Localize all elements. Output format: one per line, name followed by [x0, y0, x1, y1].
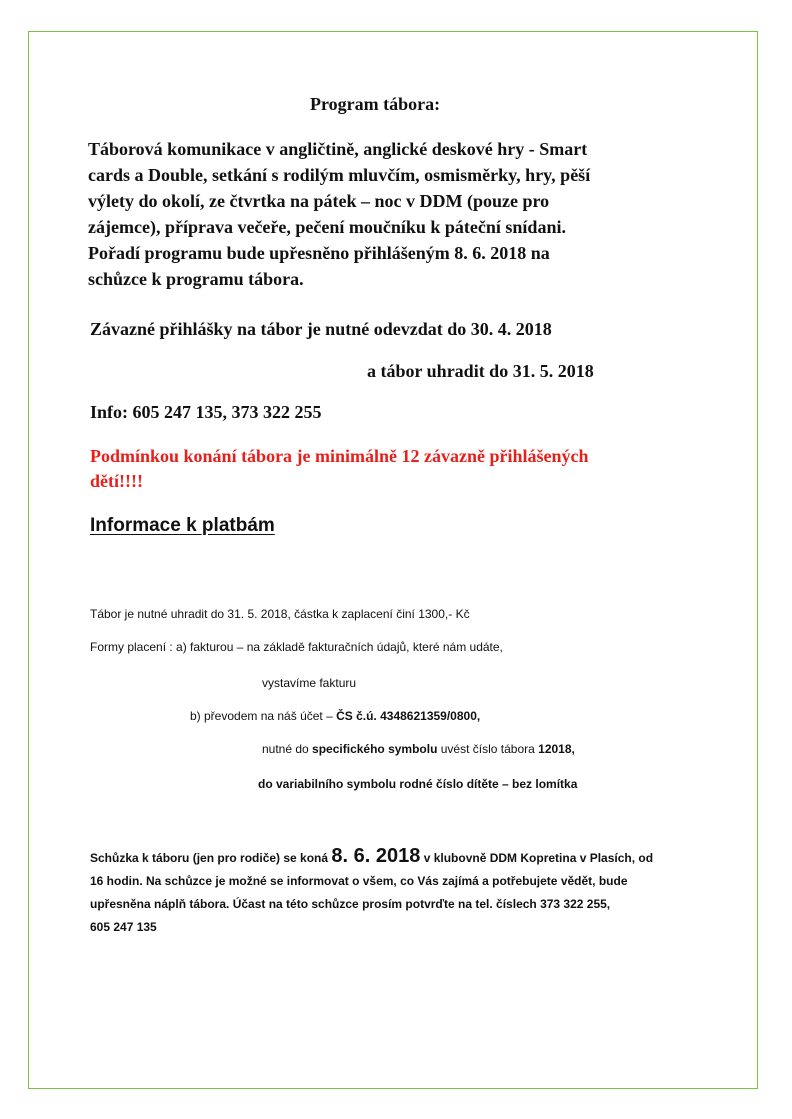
- program-line: cards a Double, setkání s rodilým mluvčím, osmisměrky, hry, pěší: [88, 165, 591, 185]
- warning-line: dětí!!!!: [90, 471, 143, 491]
- payment-invoice: vystavíme fakturu: [262, 676, 357, 690]
- warning-line: Podmínkou konání tábora je minimálně 12 závazně přihlášených: [90, 446, 589, 466]
- payment-transfer: [190, 709, 480, 723]
- transfer-prefix: b) převodem na náš účet –: [190, 709, 337, 723]
- variable-symbol-note: do variabilního symbolu rodné číslo dítěte – bez lomítka: [258, 777, 578, 791]
- specific-symbol-note: [262, 742, 575, 756]
- payment-deadline: a tábor uhradit do 31. 5. 2018: [367, 361, 594, 381]
- camp-number: 12018,: [538, 742, 575, 756]
- minimum-participants-warning: [90, 444, 730, 494]
- meeting-date: 8. 6. 2018: [331, 845, 421, 867]
- meeting-line: 16 hodin. Na schůzce je možné se informovat o všem, co Vás zajímá a potřebujete vědět, bude: [90, 874, 628, 888]
- program-line: Pořadí programu bude upřesněno přihlášeným 8. 6. 2018 na: [88, 243, 550, 263]
- program-line: výlety do okolí, ze čtvrtka na pátek – noc v DDM (pouze pro: [88, 191, 550, 211]
- payment-heading: Informace k platbám: [90, 515, 275, 536]
- meeting-line: [90, 845, 710, 870]
- symbol-mid: uvést číslo tábora: [437, 742, 539, 756]
- meeting-suffix: v klubovně DDM Kopretina v Plasích, od: [420, 851, 654, 865]
- meeting-line: 605 247 135: [90, 920, 157, 934]
- program-line: Táborová komunikace v angličtině, anglické deskové hry - Smart: [88, 139, 588, 159]
- program-title: Program tábora:: [310, 94, 441, 114]
- symbol-bold: specifického symbolu: [312, 742, 438, 756]
- meeting-line: upřesněna náplň tábora. Účast na této schůzce prosím potvrďte na tel. číslech 373 322 255,: [90, 897, 611, 911]
- parents-meeting: [90, 845, 710, 939]
- program-line: schůzce k programu tábora.: [88, 269, 304, 289]
- program-description: [88, 136, 708, 292]
- bank-account: ČS č.ú. 4348621359/0800,: [336, 709, 481, 723]
- meeting-prefix: Schůzka k táboru (jen pro rodiče) se koná: [90, 851, 332, 865]
- registration-deadline: Závazné přihlášky na tábor je nutné odevzdat do 30. 4. 2018: [90, 319, 552, 339]
- payment-forms: Formy placení : a) fakturou – na základě fakturačních údajů, které nám udáte,: [90, 640, 503, 654]
- program-line: zájemce), příprava večeře, pečení moučníku k páteční snídani.: [88, 217, 566, 237]
- info-phones: Info: 605 247 135, 373 322 255: [90, 402, 322, 422]
- payment-amount: Tábor je nutné uhradit do 31. 5. 2018, částka k zaplacení činí 1300,- Kč: [90, 607, 470, 621]
- symbol-prefix: nutné do: [262, 742, 313, 756]
